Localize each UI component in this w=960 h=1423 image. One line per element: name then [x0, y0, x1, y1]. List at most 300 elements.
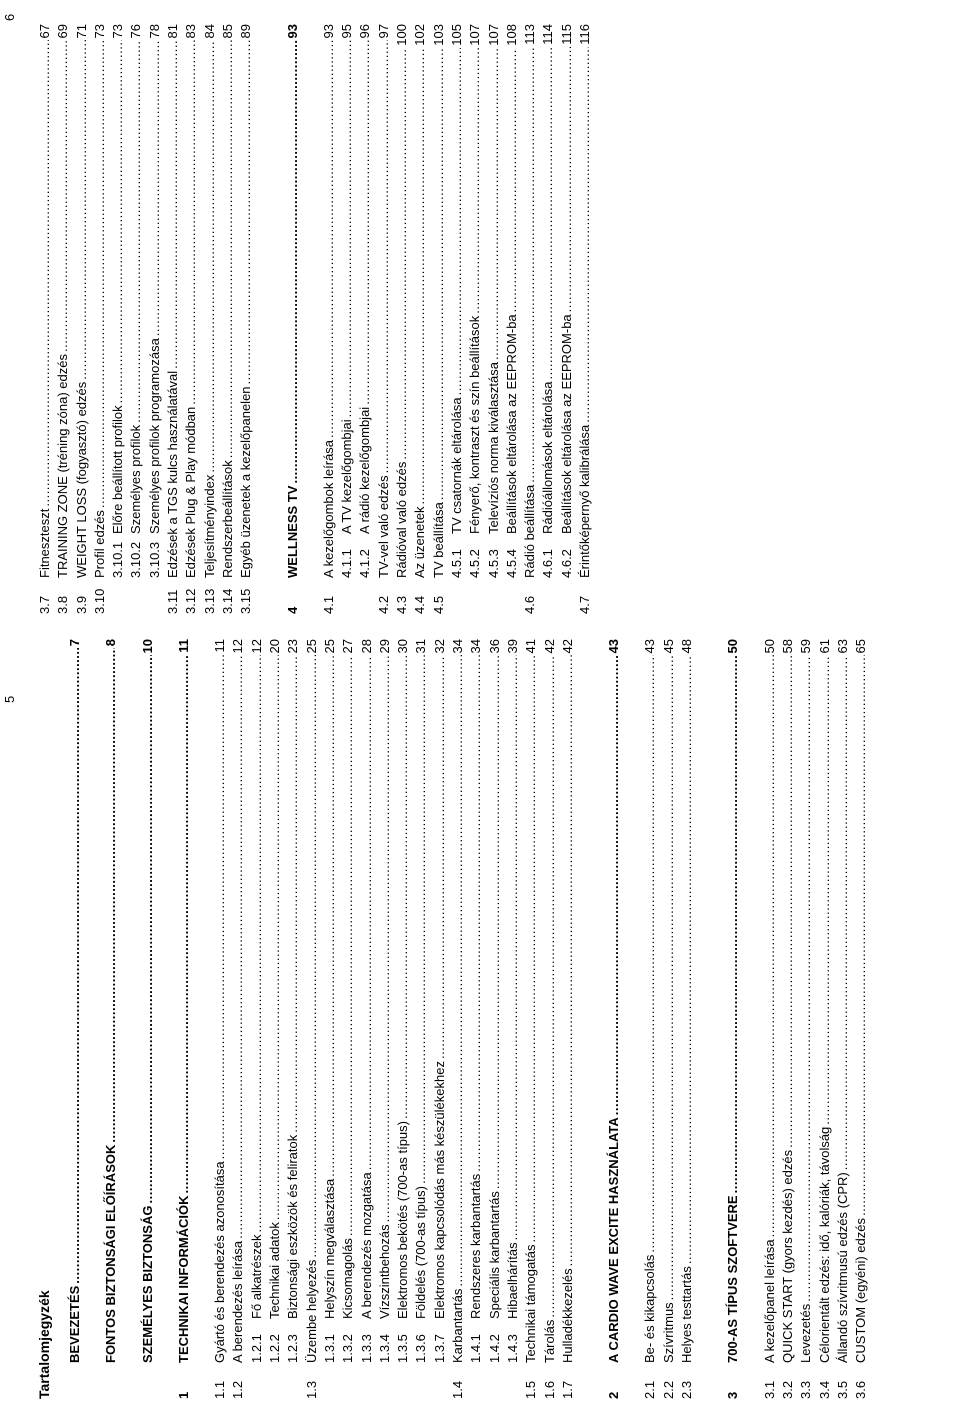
entry-page: 12 [230, 639, 246, 654]
entry-number: 3.15 [238, 588, 254, 614]
entry-page: 50 [725, 639, 741, 654]
entry-page: 76 [128, 24, 144, 39]
dot-leader [394, 655, 412, 1119]
entry-label: TV csatornák eltárolása [448, 397, 464, 534]
entry-label: A berendezés leírása [230, 1240, 246, 1363]
entry-number: 3.1 [761, 1380, 777, 1399]
entry-page: 96 [357, 24, 373, 39]
entry-label: Technikai adatok [267, 1222, 283, 1319]
toc-entry[interactable] [485, 24, 503, 614]
entry-number: 3.7 [37, 595, 52, 614]
dot-leader [449, 655, 467, 1286]
entry-page: 11 [212, 639, 228, 653]
toc-entry[interactable] [109, 24, 127, 614]
entry-number: 4.2 [375, 595, 391, 614]
dot-leader [91, 40, 109, 508]
entry-label: Be- és kikapcsolás [642, 1254, 658, 1363]
entry-subnumber: 1.3.2 [340, 1334, 356, 1363]
entry-number: 4.3 [394, 595, 410, 614]
toc-entry[interactable] [541, 639, 559, 1399]
dot-leader [182, 40, 200, 404]
entry-page: 25 [321, 639, 337, 654]
toc-entry[interactable] [201, 24, 219, 614]
toc-entry[interactable] [321, 639, 339, 1399]
entry-number: 2.2 [660, 1380, 676, 1399]
entry-label: SZEMÉLYES BIZTONSÁG [139, 1205, 155, 1363]
entry-page: 100 [394, 24, 410, 46]
dot-leader [641, 655, 659, 1252]
entry-subnumber: 4.5.2 [467, 549, 483, 578]
entry-number: 2.3 [679, 1380, 695, 1399]
entry-page: 25 [303, 639, 319, 654]
entry-label: Rádió beállítása [522, 484, 538, 578]
entry-page: 97 [375, 24, 391, 39]
entry-page: 115 [558, 24, 574, 45]
entry-page: 73 [91, 24, 107, 39]
entry-subnumber: 1.3.6 [413, 1334, 429, 1363]
dot-leader [219, 40, 237, 458]
dot-leader [558, 47, 576, 313]
entry-page: 12 [248, 639, 264, 654]
entry-number: 4.1 [320, 595, 336, 614]
entry-label: Televíziós norma kiválasztása [485, 362, 501, 534]
entry-page: 108 [503, 24, 519, 46]
entry-subnumber: 1.3.4 [376, 1334, 392, 1363]
entry-number: 3.9 [73, 595, 89, 614]
entry-number: 3.10 [91, 588, 107, 614]
entry-subnumber: 1.3.5 [395, 1334, 411, 1363]
entry-label: Üzembe helyezés [303, 1259, 319, 1363]
entry-number: 3 [725, 1391, 741, 1399]
entry-label: Szívritmus [660, 1302, 676, 1363]
toc-entry[interactable] [248, 639, 266, 1399]
entry-label: Személyes profilok programozása [146, 338, 162, 534]
toc-entry[interactable] [102, 639, 120, 1399]
toc-entry[interactable] [504, 639, 522, 1399]
toc-entry[interactable] [229, 639, 247, 1399]
entry-label: Fényerő, kontraszt és szín beállítások [467, 315, 483, 534]
dot-leader [559, 655, 577, 1266]
dot-leader [109, 40, 127, 403]
entry-number: 4.4 [412, 595, 428, 614]
entry-label: A CARDIO WAVE EXCITE HASZNÁLATA [606, 1117, 622, 1363]
dot-leader [852, 655, 870, 1216]
entry-page: 107 [485, 24, 501, 46]
toc-entry[interactable] [219, 24, 237, 614]
entry-number: 3.4 [816, 1380, 832, 1399]
spacer [743, 639, 761, 1399]
dot-leader [660, 655, 678, 1300]
entry-subnumber: 4.5.3 [485, 549, 501, 578]
entry-label: Egyéb üzenetek a kezelőpanelen [238, 386, 254, 578]
entry-subnumber: 4.1.1 [339, 549, 355, 578]
dot-leader [576, 47, 594, 423]
dot-leader [779, 655, 797, 1147]
entry-page: 73 [110, 24, 126, 39]
entry-number: 3.12 [183, 588, 199, 614]
toc-entry[interactable] [376, 639, 394, 1399]
entry-label: Beállítások eltárolása az EEPROM-ba [503, 314, 519, 534]
dot-leader [358, 655, 376, 1170]
toc-entry[interactable] [237, 24, 255, 614]
entry-label: Kicsomagolás [340, 1238, 356, 1319]
toc-entry[interactable] [356, 24, 374, 614]
toc-entry[interactable] [559, 639, 577, 1399]
dot-leader [504, 655, 522, 1240]
entry-page: 78 [146, 24, 162, 39]
toc-entry[interactable] [521, 24, 539, 614]
spacer [302, 24, 320, 614]
dot-leader [339, 655, 357, 1236]
spacer [121, 639, 139, 1399]
entry-page: 81 [165, 24, 181, 39]
toc-entry[interactable] [284, 639, 302, 1399]
entry-page: 42 [541, 639, 557, 654]
entry-label: TRAINING ZONE (tréning zóna) edzés [55, 354, 71, 578]
dot-leader [466, 48, 484, 314]
entry-label: A kezelőpanel leírása [761, 1239, 777, 1363]
entry-page: 30 [395, 639, 411, 654]
toc-entry[interactable] [448, 24, 466, 614]
entry-page: 103 [430, 24, 446, 46]
entry-label: Levezetés [798, 1303, 814, 1363]
dot-leader [66, 648, 84, 1283]
toc-entry[interactable] [503, 24, 521, 614]
toc-entry[interactable] [816, 639, 834, 1399]
entry-page: 85 [219, 24, 235, 39]
dot-leader [412, 655, 430, 1184]
toc-entry[interactable] [797, 639, 815, 1399]
toc-entry[interactable] [182, 24, 200, 614]
entry-number: 3.11 [165, 589, 181, 614]
dot-leader [164, 40, 182, 368]
entry-subnumber: 1.4.2 [486, 1334, 502, 1363]
entry-page: 29 [376, 639, 392, 654]
entry-label: Karbantartás [450, 1288, 466, 1363]
entry-page: 20 [267, 639, 283, 654]
dot-leader [816, 655, 834, 1124]
entry-number: 1.3 [303, 1380, 319, 1399]
entry-label: Tárolás [541, 1319, 557, 1363]
entry-label: Speciális karbantartás [486, 1191, 502, 1319]
dot-leader [376, 655, 394, 1222]
spacer [256, 24, 284, 614]
dot-leader [522, 655, 540, 1242]
entry-number: 1.1 [212, 1380, 228, 1399]
entry-label: TECHNIKAI INFORMÁCIÓK [175, 1195, 191, 1363]
entry-number: 1.6 [541, 1380, 557, 1399]
entry-number: 1 [175, 1391, 191, 1399]
toc-entry[interactable] [211, 639, 229, 1399]
entry-label: Előre beállított profilok [110, 405, 126, 534]
entry-number: 4 [284, 606, 300, 614]
entry-label: CUSTOM (egyéni) edzés [853, 1218, 869, 1363]
entry-page: 89 [238, 24, 254, 39]
toc-entry[interactable] [834, 639, 852, 1399]
dot-leader [761, 655, 779, 1237]
dot-leader [211, 655, 229, 1160]
entry-label: Profil edzés [91, 510, 107, 578]
entry-label: Technikai támogatás [523, 1244, 539, 1363]
entry-subnumber: 3.10.1 [110, 541, 126, 578]
dot-leader [356, 40, 374, 404]
spacer [193, 639, 211, 1399]
entry-label: A kezelőgombok leírása [320, 439, 336, 578]
entry-subnumber: 4.5.4 [503, 549, 519, 578]
toc-entry[interactable] [358, 639, 376, 1399]
toc-entry[interactable] [605, 639, 623, 1399]
toc-entry[interactable] [724, 639, 742, 1399]
entry-page: 48 [679, 639, 695, 654]
entry-page: 10 [139, 639, 155, 654]
entry-page: 8 [103, 639, 119, 647]
entry-page: 50 [761, 639, 777, 654]
toc-entry[interactable] [558, 24, 576, 614]
toc-entry[interactable] [284, 24, 302, 614]
toc-entry[interactable] [467, 639, 485, 1399]
entry-subnumber: 4.6.2 [558, 549, 574, 578]
dot-leader [724, 655, 742, 1193]
dot-leader [237, 40, 255, 384]
toc-entry[interactable] [375, 24, 393, 614]
toc-entry[interactable] [431, 639, 449, 1399]
entry-label: Vízszintbehozás [376, 1224, 392, 1319]
dot-leader [229, 655, 247, 1238]
entry-page: 105 [448, 24, 464, 46]
entry-label: Edzések a TGS kulcs használatával [165, 370, 181, 578]
entry-page: 43 [606, 639, 622, 654]
entry-label: A TV kezelőgombjai [339, 419, 355, 534]
entry-subnumber: 4.1.2 [357, 549, 373, 578]
toc-entry[interactable] [641, 639, 659, 1399]
toc-entry[interactable] [339, 639, 357, 1399]
entry-number: 1.7 [559, 1380, 575, 1399]
entry-label: A berendezés mozgatása [358, 1172, 374, 1319]
toc-entry[interactable] [175, 639, 193, 1399]
dot-leader [834, 655, 852, 1170]
right-page-number: 6 [2, 13, 17, 21]
entry-number: 3.3 [798, 1380, 814, 1399]
spacer [84, 639, 102, 1399]
entry-label: TV-vel való edzés [375, 475, 391, 578]
dot-leader [486, 655, 504, 1189]
entry-page: 31 [413, 639, 429, 654]
entry-page: 34 [468, 639, 484, 654]
dot-leader [605, 655, 623, 1115]
entry-label: Helyszín megválasztása [321, 1178, 337, 1319]
dot-leader [393, 48, 411, 460]
toc-entry[interactable] [411, 24, 429, 614]
entry-label: Elektromos bekötés (700-as típus) [395, 1121, 411, 1319]
entry-page: 71 [73, 24, 89, 39]
toc-title: Tartalomjegyzék [36, 1290, 52, 1399]
entry-page: 95 [339, 24, 355, 39]
dot-leader [338, 40, 356, 417]
entry-label: Biztonsági eszközök és feliratok [285, 1134, 301, 1319]
toc-entry[interactable] [303, 639, 321, 1399]
entry-label: Helyes testtartás [679, 1266, 695, 1363]
dot-leader [127, 40, 145, 422]
entry-page: 114 [540, 24, 556, 45]
entry-page: 65 [853, 639, 869, 654]
toc-entry[interactable] [779, 639, 797, 1399]
toc-entry[interactable] [449, 639, 467, 1399]
entry-label: Hulladékkezelés [559, 1268, 575, 1363]
entry-number: 1.2 [230, 1380, 246, 1399]
entry-page: 113 [522, 24, 538, 45]
entry-label: QUICK START (gyors kezdés) edzés [779, 1149, 795, 1363]
toc-entry[interactable] [320, 24, 338, 614]
dot-leader [375, 40, 393, 473]
right-toc-list [36, 24, 594, 614]
entry-page: 102 [412, 24, 428, 46]
entry-label: Rádióállomások eltárolása [540, 381, 556, 534]
entry-subnumber: 3.10.2 [128, 541, 144, 578]
toc-entry[interactable] [539, 24, 557, 614]
entry-page: 32 [431, 639, 447, 654]
entry-subnumber: 1.3.1 [321, 1334, 337, 1363]
entry-page: 107 [467, 24, 483, 46]
dot-leader [678, 655, 696, 1264]
dot-leader [201, 40, 219, 472]
entry-number: 2.1 [642, 1380, 658, 1399]
toc-entry[interactable] [660, 639, 678, 1399]
entry-page: 93 [284, 24, 300, 39]
dot-leader [266, 655, 284, 1220]
toc-entry[interactable] [146, 24, 164, 614]
entry-page: 11 [175, 639, 191, 653]
toc-entry[interactable] [678, 639, 696, 1399]
toc-entry[interactable] [54, 24, 72, 614]
toc-entry[interactable] [91, 24, 109, 614]
entry-label: Beállítások eltárolása az EEPROM-ba [558, 314, 574, 534]
entry-label: WELLNESS TV [284, 485, 300, 578]
entry-number: 4.6 [522, 595, 538, 614]
entry-label: Edzések Plug & Play módban [183, 406, 199, 578]
toc-entry[interactable] [164, 24, 182, 614]
toc-entry[interactable] [430, 24, 448, 614]
toc-entry[interactable] [66, 639, 84, 1399]
dot-leader [431, 655, 449, 1059]
entry-label: Teljesítményindex [201, 474, 217, 578]
toc-entry[interactable] [393, 24, 411, 614]
entry-label: 700-AS TÍPUS SZOFTVERE [725, 1195, 741, 1363]
entry-label: Elektromos kapcsolódás más készülékekhez [431, 1061, 447, 1319]
entry-subnumber: 1.3.7 [431, 1334, 447, 1363]
left-toc-list [66, 639, 870, 1399]
dot-leader [36, 40, 54, 506]
toc-entry[interactable] [466, 24, 484, 614]
dot-leader [797, 655, 815, 1301]
toc-entry[interactable] [139, 639, 157, 1399]
toc-entry[interactable] [73, 24, 91, 614]
entry-label: Gyártó és berendezés azonosítása [212, 1161, 228, 1363]
entry-label: Fő alkatrészek [248, 1234, 264, 1319]
entry-page: 43 [642, 639, 658, 654]
entry-number: 2 [606, 1391, 622, 1399]
dot-leader [284, 655, 302, 1132]
entry-number: 3.2 [779, 1380, 795, 1399]
left-page [36, 639, 870, 1399]
entry-subnumber: 1.2.1 [248, 1334, 264, 1363]
dot-leader [139, 655, 157, 1203]
entry-page: 116 [577, 24, 593, 45]
toc-entry[interactable] [486, 639, 504, 1399]
entry-page: 45 [660, 639, 676, 654]
entry-label: Rendszerbeállítások [219, 460, 235, 578]
entry-page: 42 [559, 639, 575, 654]
dot-leader [485, 48, 503, 360]
entry-page: 41 [523, 639, 539, 654]
entry-page: 36 [486, 639, 502, 654]
entry-number: 3.14 [219, 588, 235, 614]
entry-page: 67 [37, 24, 52, 39]
toc-entry[interactable] [522, 639, 540, 1399]
entry-label: Az üzenetek [412, 506, 428, 578]
dot-leader [284, 40, 302, 483]
entry-page: 28 [358, 639, 374, 654]
dot-leader [73, 40, 91, 379]
entry-subnumber: 4.6.1 [540, 549, 556, 578]
dot-leader [54, 40, 72, 352]
entry-label: A rádió kezelőgombjai [357, 406, 373, 534]
dot-leader [175, 655, 193, 1194]
entry-label: Rádióval való edzés [394, 461, 410, 578]
entry-label: Személyes profilok [128, 424, 144, 534]
entry-page: 63 [834, 639, 850, 654]
entry-subnumber: 1.2.3 [285, 1334, 301, 1363]
entry-number: 4.5 [430, 595, 446, 614]
toc-entry[interactable] [36, 24, 54, 614]
entry-page: 34 [450, 639, 466, 654]
entry-subnumber: 3.10.3 [146, 541, 162, 578]
dot-leader [503, 48, 521, 313]
entry-subnumber: 1.2.2 [267, 1334, 283, 1363]
entry-label: WEIGHT LOSS (fogyasztó) edzés [73, 381, 89, 578]
spacer [577, 639, 605, 1399]
toc-entry[interactable] [127, 24, 145, 614]
left-page-number: 5 [2, 695, 17, 703]
entry-page: 27 [340, 639, 356, 654]
dot-leader [541, 655, 559, 1317]
entry-page: 84 [201, 24, 217, 39]
entry-label: BEVEZETÉS [67, 1285, 82, 1363]
entry-subnumber: 1.4.1 [468, 1334, 484, 1363]
toc-entry[interactable] [761, 639, 779, 1399]
dot-leader [521, 47, 539, 483]
toc-entry[interactable] [852, 639, 870, 1399]
dot-leader [539, 47, 557, 380]
entry-number: 3.5 [834, 1380, 850, 1399]
dot-leader [321, 655, 339, 1176]
entry-page: 61 [816, 639, 832, 654]
entry-page: 39 [504, 639, 520, 654]
toc-entry[interactable] [338, 24, 356, 614]
entry-label: Célorientált edzés: idő, kalóriák, távolság [816, 1126, 832, 1363]
entry-number: 3.6 [853, 1380, 869, 1399]
dot-leader [448, 48, 466, 396]
spacer [157, 639, 175, 1399]
toc-entry[interactable] [412, 639, 430, 1399]
toc-entry[interactable] [394, 639, 412, 1399]
entry-page: 23 [285, 639, 301, 654]
toc-entry[interactable] [266, 639, 284, 1399]
spacer [696, 639, 724, 1399]
entry-number: 3.8 [55, 595, 71, 614]
entry-label: FONTOS BIZTONSÁGI ELŐÍRÁSOK [103, 1144, 119, 1363]
entry-page: 93 [320, 24, 336, 39]
toc-entry[interactable] [576, 24, 594, 614]
